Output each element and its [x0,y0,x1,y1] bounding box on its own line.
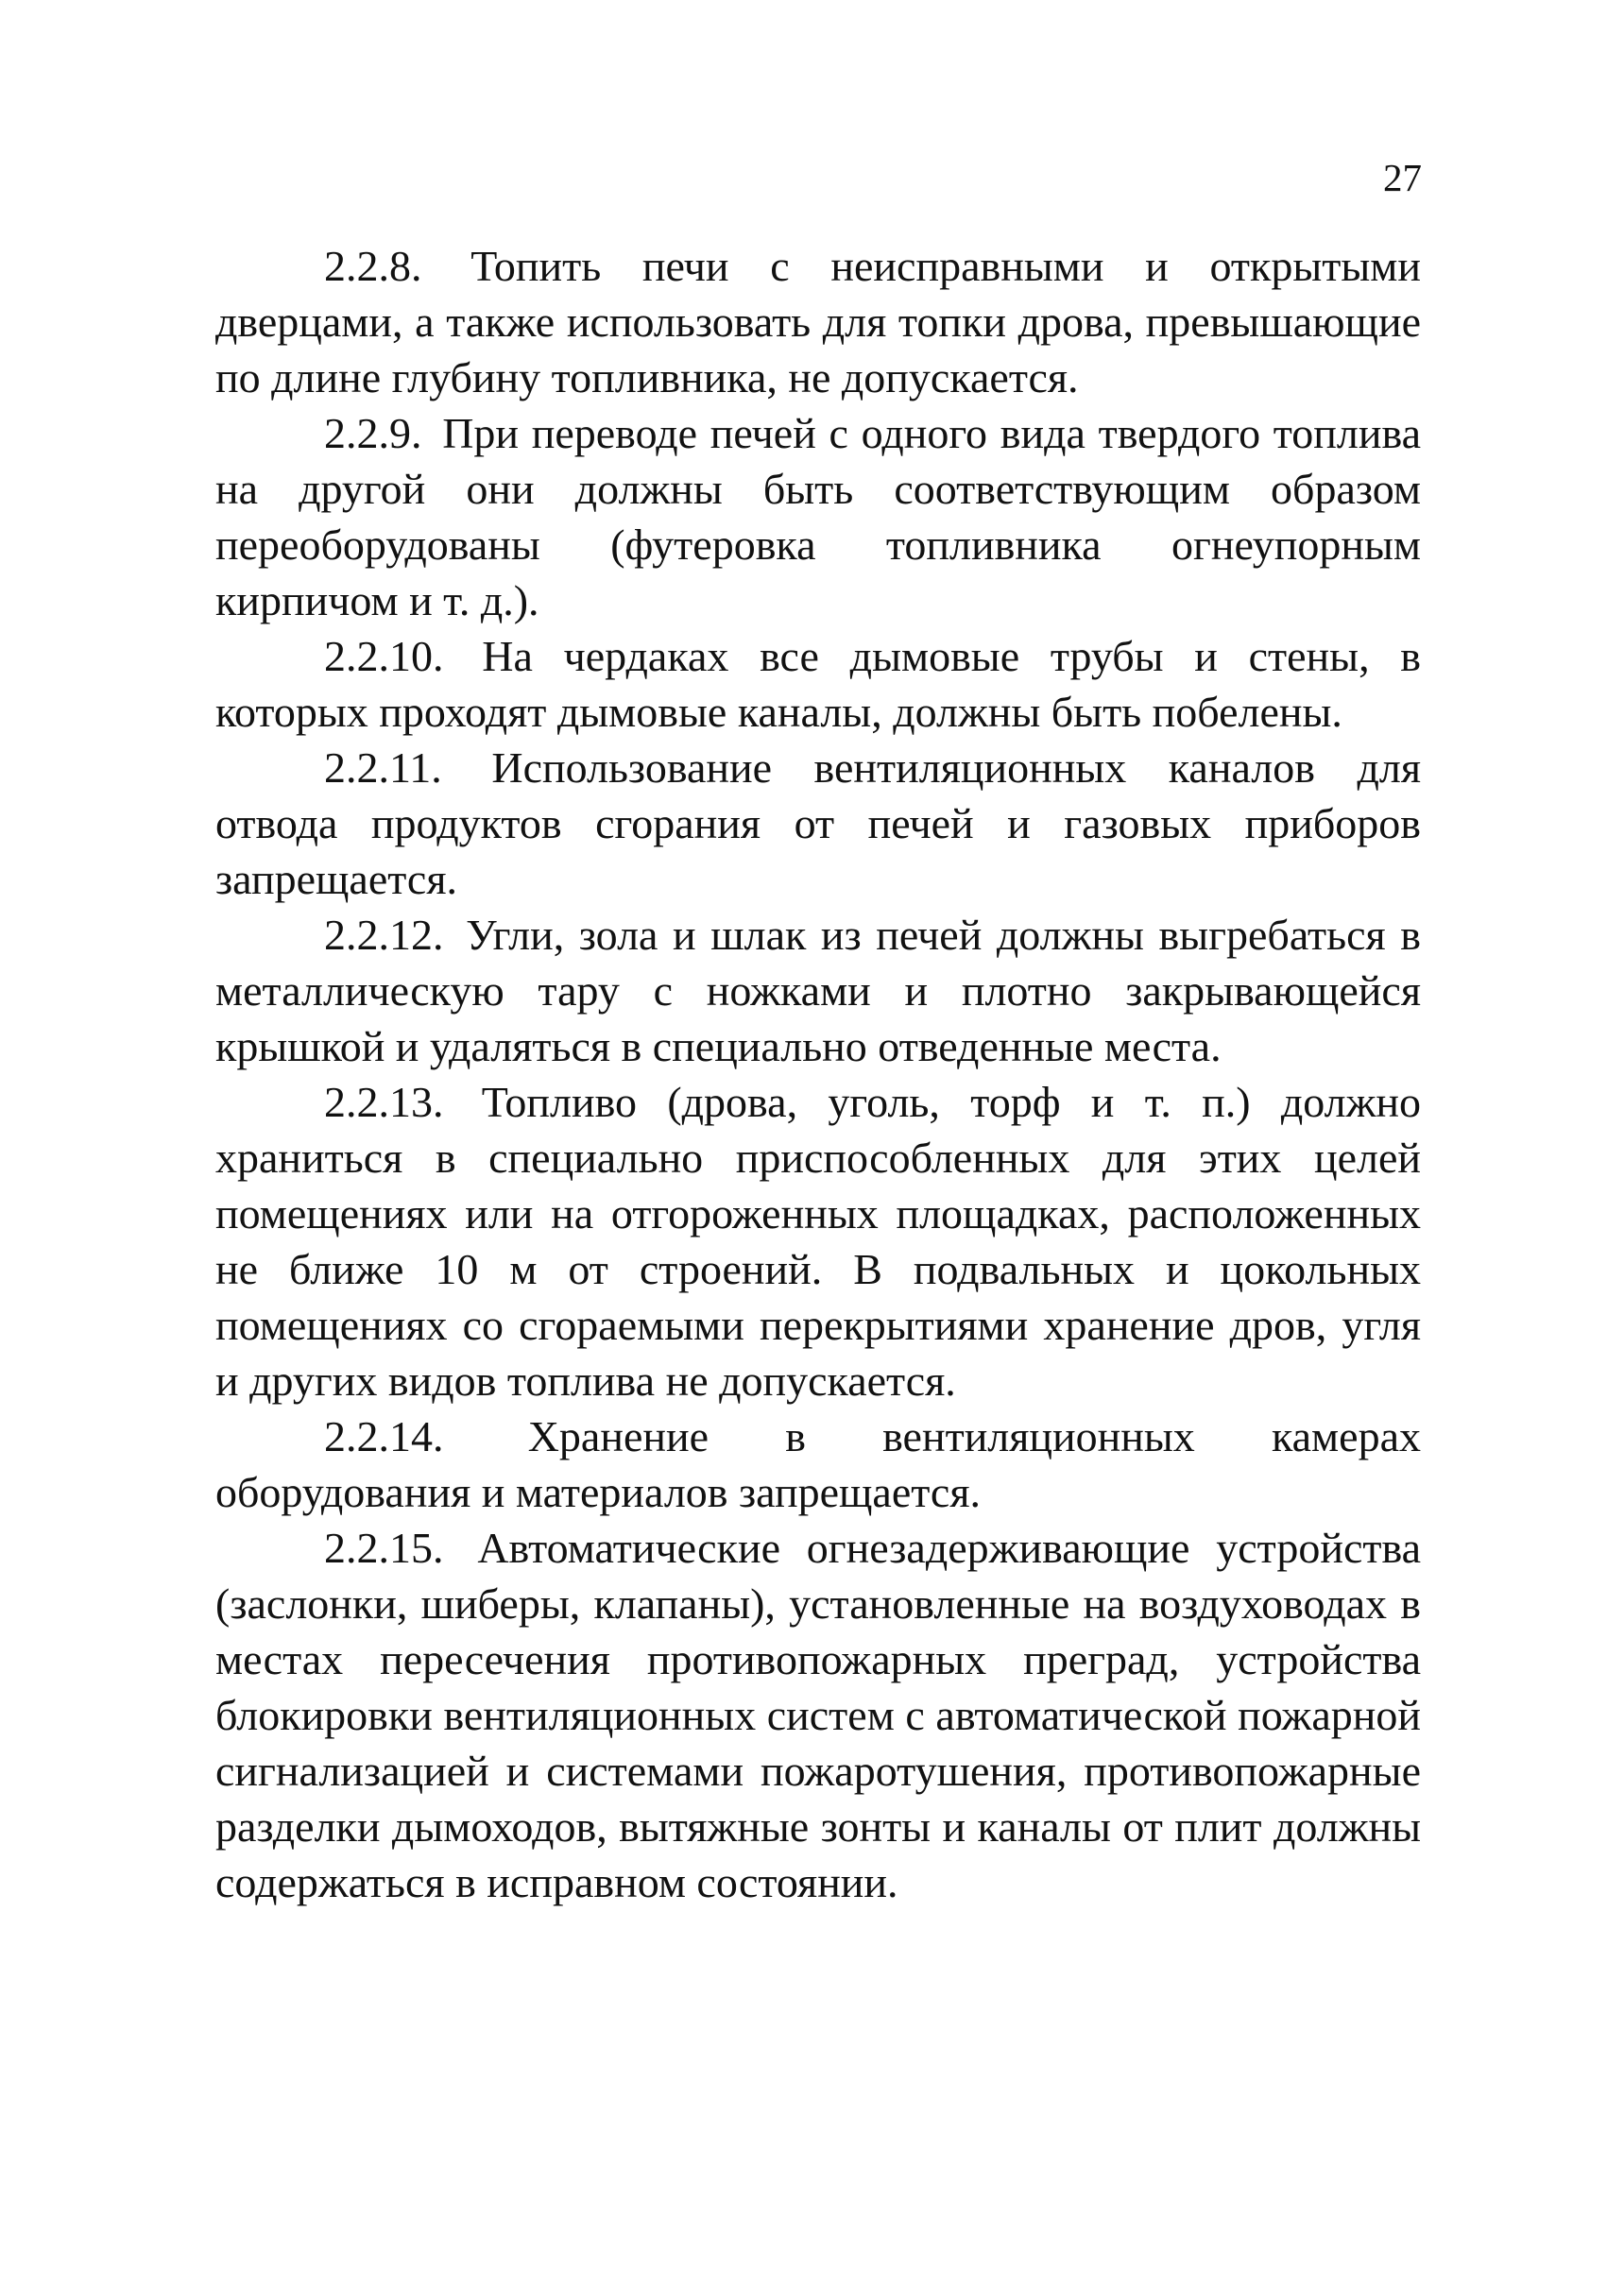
paragraph-number: 2.2.11. [324,743,442,792]
paragraph-number: 2.2.13. [324,1078,444,1126]
paragraph-text: Автоматические огнезадерживающие устройства (заслонки, шиберы, клапаны), установленные на воздуховодах в местах пересечения противопожарных преград, устройства блокировки вентиляционных систем с автоматической пожарной сигнализацией и системами пожаротушения, противопожарные разделки дымоходов, вытяжные зонты и каналы от плит должны содержаться в исправном состоянии. [215,1524,1421,1906]
paragraph-number: 2.2.10. [324,632,444,680]
paragraph-text: Использование вентиляционных каналов для отвода продуктов сгорания от печей и газовых приборов запрещается. [215,743,1422,903]
paragraph-2-2-8 [215,238,1421,405]
document-body [215,238,1421,1910]
paragraph-text: Топливо (дрова, уголь, торф и т. п.) должно храниться в специально приспособленных для этих целей помещениях или на отгороженных площадках, расположенных не ближе 10 м от строений. В подвальных и цокольных помещениях со сгораемыми перекрытиями хранение дров, угля и других видов топлива не допускается. [215,1078,1422,1405]
paragraph-2-2-13 [215,1074,1421,1408]
paragraph-number: 2.2.9. [324,409,422,457]
paragraph-2-2-12 [215,907,1421,1074]
paragraph-text: При переводе печей с одного вида твердого топлива на другой они должны быть соответствующим образом переоборудованы (футеровка топливника огнеупорным кирпичом и т. д.). [215,409,1422,624]
paragraph-text: Угли, зола и шлак из печей должны выгребаться в металлическую тару с ножками и плотно закрывающейся крышкой и удаляться в специально отведенные места. [215,911,1421,1070]
paragraph-number: 2.2.8. [324,242,422,290]
paragraph-text: На чердаках все дымовые трубы и стены, в которых проходят дымовые каналы, должны быть побелены. [215,632,1422,736]
paragraph-text: Топить печи с неисправными и открытыми дверцами, а также использовать для топки дрова, превышающие по длине глубину топливника, не допускается. [215,242,1421,401]
paragraph-2-2-15 [215,1520,1421,1910]
paragraph-2-2-14 [215,1408,1421,1520]
paragraph-number: 2.2.14. [324,1412,444,1460]
paragraph-2-2-9 [215,405,1421,628]
paragraph-2-2-10 [215,628,1421,740]
paragraph-2-2-11 [215,740,1421,907]
paragraph-number: 2.2.12. [324,911,444,959]
paragraph-text: Хранение в вентиляционных камерах оборудования и материалов запрещается. [215,1412,1421,1516]
paragraph-number: 2.2.15. [324,1524,444,1572]
page-number: 27 [1383,156,1422,199]
